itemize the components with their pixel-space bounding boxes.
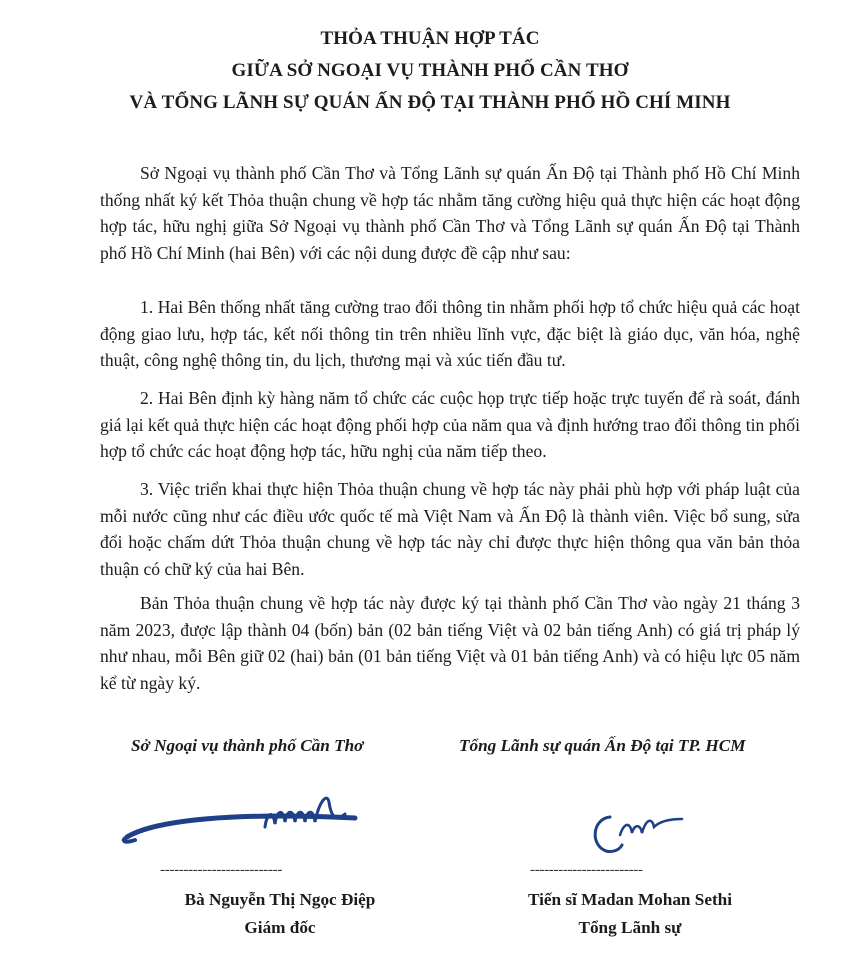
clause-1-paragraph: 1. Hai Bên thống nhất tăng cường trao đổi thông tin nhằm phối hợp tổ chức hiệu quả các hoạt động giao lưu, hợp tác, kết nối thông tin trên nhiều lĩnh vực, đặc biệt là giáo dục, văn hóa, nghệ thuật, công nghệ thông tin, du lịch, thương mại và xúc tiến đầu tư. [100, 297, 800, 370]
left-signatory-name: Bà Nguyễn Thị Ngọc Điệp [184, 890, 376, 909]
left-signature [115, 782, 365, 862]
right-signature-loop-stroke [595, 817, 622, 852]
right-signatory-org: Tổng Lãnh sự quán Ấn Độ tại TP. HCM [459, 736, 746, 755]
closing-paragraph: Bản Thỏa thuận chung về hợp tác này được ký tại thành phố Cần Thơ vào ngày 21 tháng 3 năm 2023, được lập thành 04 (bốn) bản (02 bản tiếng Việt và 02 bản tiếng Anh) có giá trị pháp lý như nhau, mỗi Bên giữ 02 (hai) bản (01 bản tiếng Việt và 01 bản tiếng Anh) và có hiệu lực 05 năm kể từ ngày ký. [100, 593, 800, 693]
clause-2-paragraph: 2. Hai Bên định kỳ hàng năm tổ chức các cuộc họp trực tiếp hoặc trực tuyến để rà soát, đánh giá lại kết quả thực hiện các hoạt động phối hợp của năm qua và định hướng trao đổi thông tin phối hợp tổ chức các hoạt động hợp tác, hữu nghị của năm tiếp theo. [100, 388, 800, 461]
left-signature-script-stroke [265, 798, 345, 827]
right-signature-script-stroke [620, 819, 682, 835]
intro-paragraph: Sở Ngoại vụ thành phố Cần Thơ và Tổng Lãnh sự quán Ấn Độ tại Thành phố Hồ Chí Minh thống nhất ký kết Thỏa thuận chung về hợp tác nhằm tăng cường hiệu quả thực hiện các hoạt động hợp tác, hữu nghị giữa Sở Ngoại vụ thành phố Cần Thơ và Tổng Lãnh sự quán Ấn Độ tại Thành phố Hồ Chí Minh (hai Bên) với các nội dung được đề cập như sau: [100, 163, 800, 263]
title-line-2: GIỮA SỞ NGOẠI VỤ THÀNH PHỐ CẦN THƠ [231, 60, 629, 81]
title-line-3: VÀ TỔNG LÃNH SỰ QUÁN ẤN ĐỘ TẠI THÀNH PHỐ HỒ CHÍ MINH [129, 92, 731, 113]
left-signatory-org: Sở Ngoại vụ thành phố Cần Thơ [131, 736, 364, 755]
right-signature [570, 805, 710, 865]
left-signatory-position: Giám đốc [244, 918, 316, 937]
right-signatory-position: Tổng Lãnh sự [578, 918, 682, 937]
left-signature-underline-stroke [127, 816, 355, 837]
right-signature-dotted-line: ------------------------ [530, 862, 643, 878]
clause-3-paragraph: 3. Việc triển khai thực hiện Thỏa thuận chung về hợp tác này phải phù hợp với pháp luật của mỗi nước cũng như các điều ước quốc tế mà Việt Nam và Ấn Độ là thành viên. Việc bổ sung, sửa đổi hoặc chấm dứt Thỏa thuận chung về hợp tác này chỉ được thực hiện thông qua văn bản thỏa thuận có chữ ký của hai Bên. [100, 479, 800, 579]
right-signatory-name: Tiến sĩ Madan Mohan Sethi [527, 890, 733, 909]
left-signature-dotted-line: -------------------------- [160, 862, 283, 878]
title-line-1: THỎA THUẬN HỢP TÁC [320, 28, 540, 49]
